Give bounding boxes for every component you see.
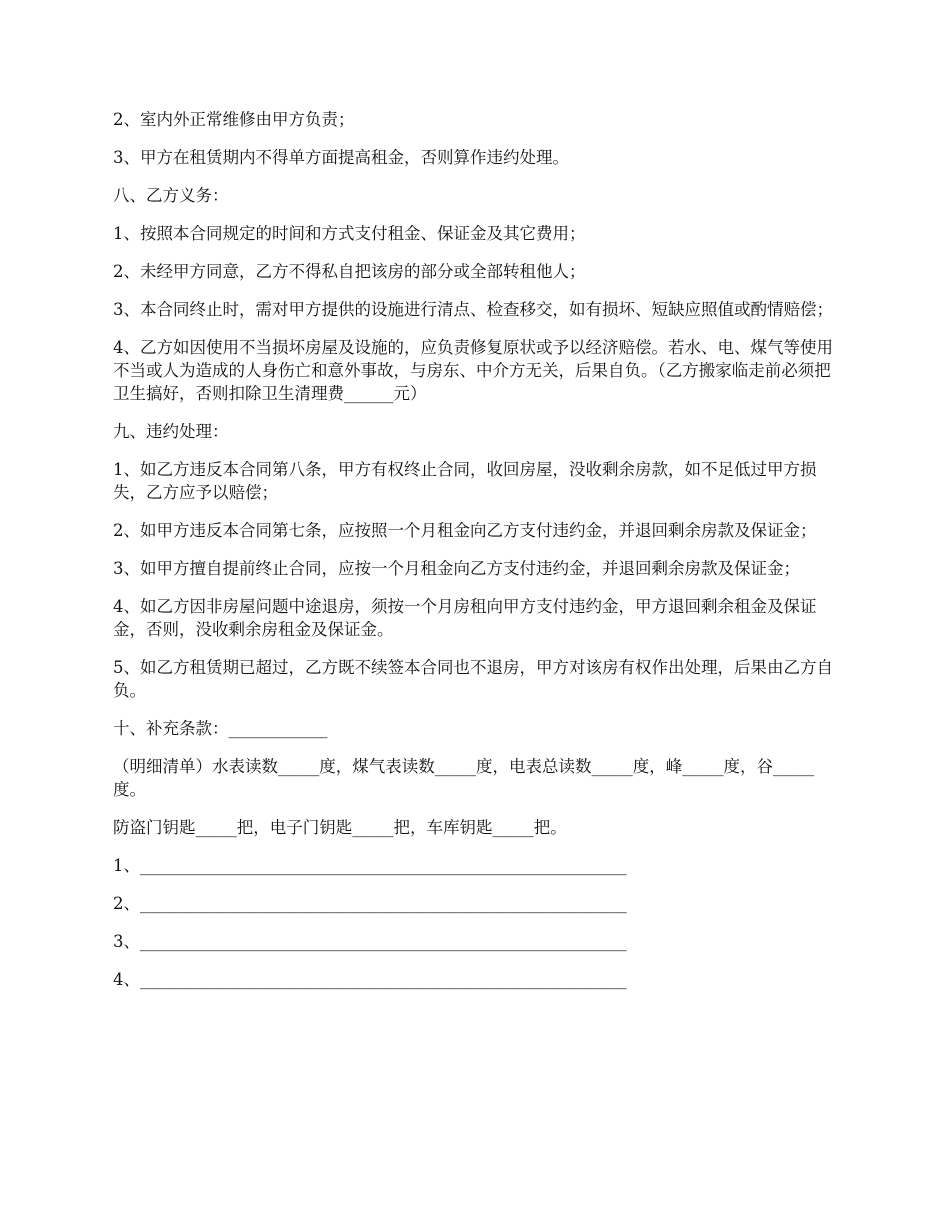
paragraph-breach-lessee-early-moveout: 4、如乙方因非房屋问题中途退房，须按一个月房租向甲方支付违约金，甲方退回剩余租金及保证金，否则，没收剩余房租金及保证金。: [113, 597, 817, 639]
blank-line-1: 1、___________________________________________________________: [113, 856, 627, 875]
paragraph-key-count: 防盗门钥匙_____把，电子门钥匙_____把，车库钥匙_____把。: [113, 818, 567, 837]
section-heading-breach: 九、违约处理：: [113, 422, 229, 441]
section-heading-lessee-obligations: 八、乙方义务：: [113, 186, 229, 205]
paragraph-lessee-no-sublet: 2、未经甲方同意，乙方不得私自把该房的部分或全部转租他人；: [113, 262, 586, 281]
paragraph-lessor-no-rent-increase: 3、甲方在租赁期内不得单方面提高租金，否则算作违约处理。: [113, 148, 569, 167]
section-heading-supplementary-terms: 十、补充条款：____________: [113, 719, 328, 738]
document-body: [113, 108, 835, 1006]
paragraph-meter-readings: （明细清单）水表读数_____度，煤气表读数_____度，电表总读数_____度，峰_____度，谷_____度。: [113, 757, 815, 799]
blank-line-3: 3、___________________________________________________________: [113, 932, 627, 951]
blank-line-2: 2、___________________________________________________________: [113, 894, 627, 913]
blank-line-4: 4、___________________________________________________________: [113, 970, 627, 989]
paragraph-breach-lessor-article-7: 2、如甲方违反本合同第七条，应按照一个月租金向乙方支付违约金，并退回剩余房款及保证金；: [113, 521, 817, 540]
paragraph-breach-lessor-early-termination: 3、如甲方擅自提前终止合同，应按一个月租金向乙方支付违约金，并退回剩余房款及保证金；: [113, 559, 800, 578]
paragraph-breach-lessee-article-8: 1、如乙方违反本合同第八条，甲方有权终止合同，收回房屋，没收剩余房款，如不足低过甲方损失，乙方应予以赔偿；: [113, 460, 817, 502]
paragraph-lessee-damage: 4、乙方如因使用不当损坏房屋及设施的，应负责修复原状或予以经济赔偿。若水、电、煤气等使用不当或人为造成的人身伤亡和意外事故，与房东、中介方无关，后果自负。（乙方搬家临走前必须把卫生搞好，否则扣除卫生清理费______元）: [113, 338, 833, 403]
paragraph-breach-overstay: 5、如乙方租赁期已超过，乙方既不续签本合同也不退房，甲方对该房有权作出处理，后果由乙方自负。: [113, 658, 833, 700]
paragraph-lessee-handover: 3、本合同终止时，需对甲方提供的设施进行清点、检查移交，如有损坏、短缺应照值或酌情赔偿；: [113, 300, 833, 319]
paragraph-lessee-payment: 1、按照本合同规定的时间和方式支付租金、保证金及其它费用；: [113, 224, 586, 243]
paragraph-lessor-repair: 2、室内外正常维修由甲方负责；: [113, 110, 355, 129]
